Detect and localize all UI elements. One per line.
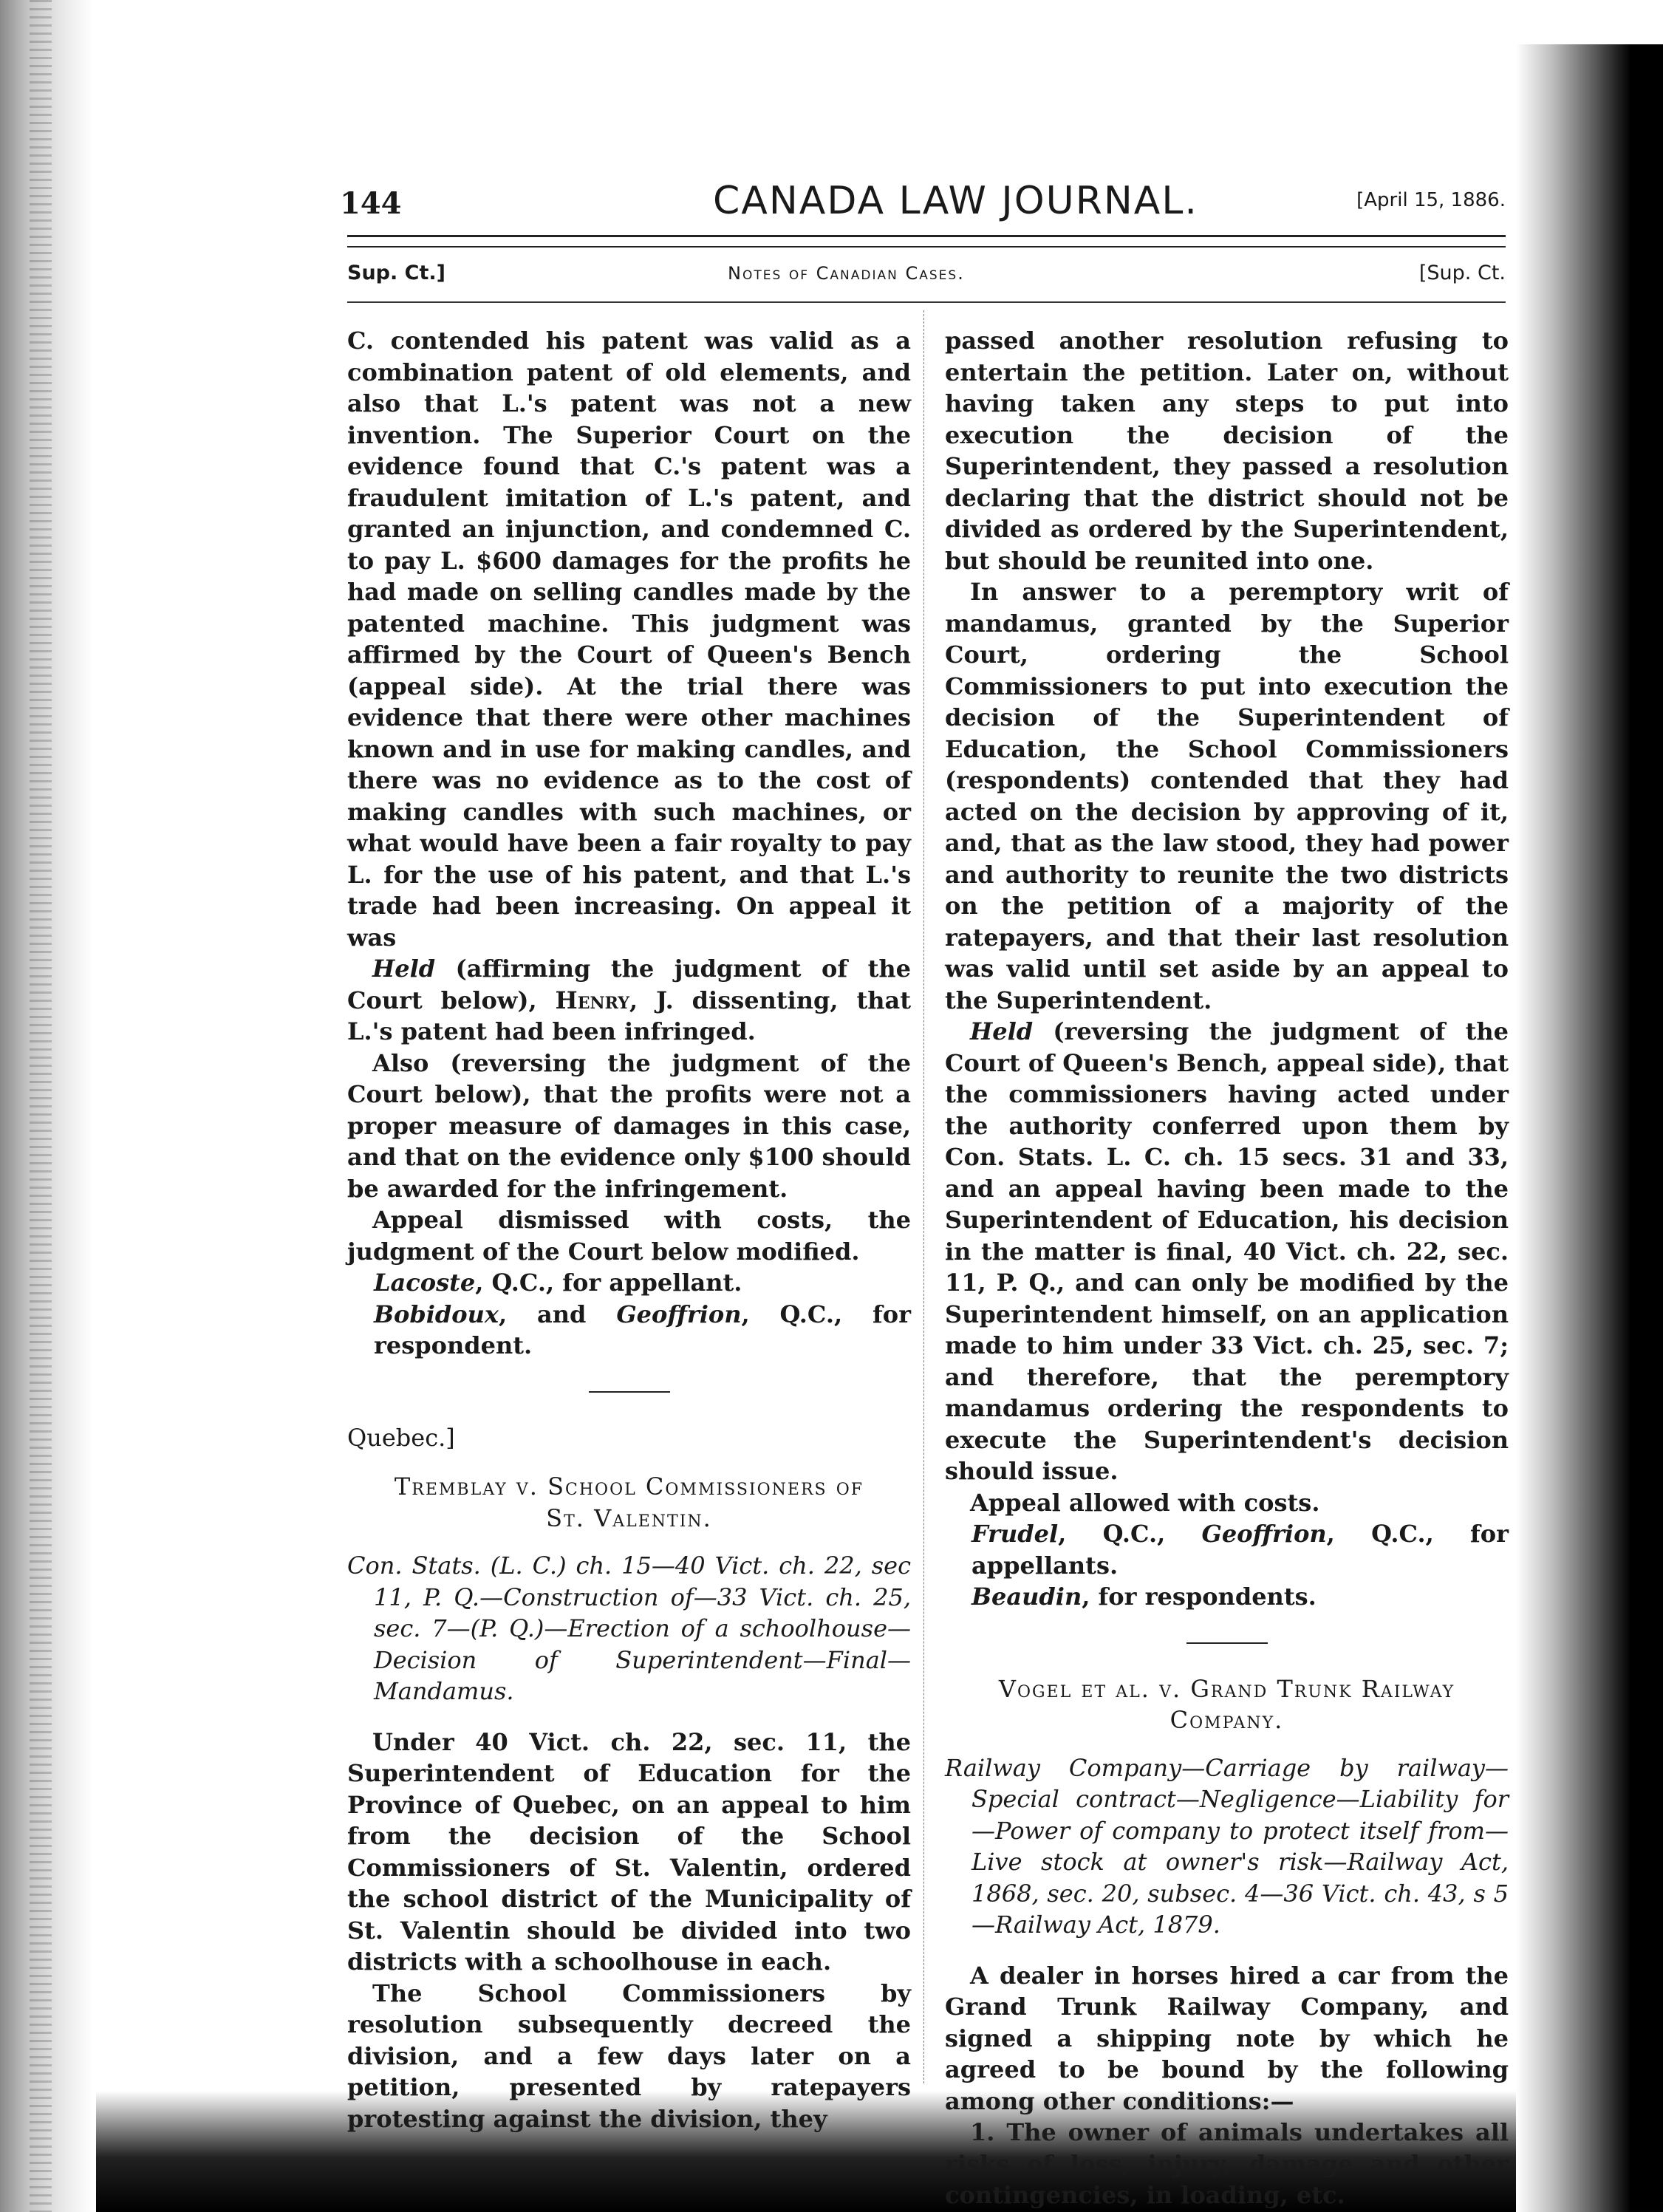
column-divider bbox=[923, 310, 924, 2083]
case-headnote: Railway Company—Carriage by railway—Special contract—Negligence—Liability for—Power of company to protect itself from—Live stock at owner's risk—Railway Act, 1868, sec. 20, subsec. 4—36 Vict. ch. 43, s 5—Railway Act, 1879. bbox=[945, 1753, 1509, 1939]
holding-paragraph bbox=[945, 1016, 1509, 1487]
holding-text: , J. dissenting, that L.'s patent had been infringed. bbox=[347, 986, 911, 1045]
paragraph: 1. The owner of animals undertakes all risks of loss, injury, damage and other contingencies, in loading, etc. bbox=[945, 2118, 1509, 2209]
case-title-line: St. Valentin. bbox=[546, 1503, 712, 1532]
counsel-name: Bobidoux bbox=[374, 1300, 499, 1328]
case-title-line: Company. bbox=[1169, 1706, 1284, 1734]
scan-left-edge-shadow bbox=[0, 0, 92, 2212]
journal-title: CANADA LAW JOURNAL. bbox=[713, 179, 1198, 223]
held-label: Held bbox=[970, 1017, 1034, 1045]
paragraph: Under 40 Vict. ch. 22, sec. 11, the Superintendent of Education for the Province of Quebec, on an appeal to him from the decision of the School Commissioners of St. Valentin, ordered the school district of the Municipality of St. Valentin should be divided into two districts with a schoolhouse in each. bbox=[347, 1727, 911, 1976]
disposition: Appeal allowed with costs. bbox=[970, 1488, 1320, 1517]
holding-text: (reversing the judgment of the Court of Queen's Bench, appeal side), that the commissioners having acted under the authority conferred upon them by Con. Stats. L. C. ch. 15 secs. 31 and 33, and an appeal having been made to the Superintendent of Education, his decision in the matter is final, 40 Vict. ch. 22, sec. 11, P. Q., and can only be modified by the Superintendent himself, on an application made to him under 33 Vict. ch. 25, sec. 7; and therefore, that the peremptory mandamus ordering the respondents to execute the Superintendent's decision should issue. bbox=[945, 1017, 1509, 1485]
paragraph: The School Commissioners by resolution subsequently decreed the division, and a few days later on a petition, presented by ratepayers protesting against the division, they bbox=[347, 1979, 911, 2133]
counsel-name: Lacoste bbox=[374, 1269, 476, 1297]
counsel-line bbox=[945, 1581, 1509, 1613]
issue-date: [April 15, 1886. bbox=[1356, 189, 1506, 211]
counsel-name: Beaudin bbox=[971, 1583, 1082, 1611]
counsel-separator: , Q.C., bbox=[1058, 1520, 1202, 1548]
counsel-line bbox=[945, 1518, 1509, 1581]
counsel-role: , Q.C., for appellants. bbox=[971, 1520, 1509, 1580]
paragraph: C. contended his patent was valid as a combination patent of old elements, and also that L.'s patent was not a new invention. The Superior Court on the evidence found that C.'s patent was a fraudulent imitation of L.'s patent, and granted an injunction, and condemned C. to pay L. $600 damages for the profits he had made on selling candles made by the patented machine. This judgment was affirmed by the Court of Queen's Bench (appeal side). At the trial there was evidence that there were other machines known and in use for making candles, and there was no evidence as to the cost of making candles with such machines, or what would have been a fair royalty to pay L. for the use of his patent, and that L.'s trade had been increasing. On appeal it was bbox=[347, 327, 911, 952]
held-label: Held bbox=[372, 955, 436, 983]
case-title-line: Vogel et al. v. Grand Trunk Railway bbox=[998, 1674, 1455, 1703]
counsel-name: Frudel bbox=[971, 1520, 1059, 1548]
paragraph: passed another resolution refusing to entertain the petition. Later on, without having taken any steps to put into execution the decision of the Superintendent, they passed a resolution declaring that the district should not be divided as ordered by the Superintendent, but should be reunited into one. bbox=[945, 327, 1509, 575]
paragraph: A dealer in horses hired a car from the Grand Trunk Railway Company, and signed a shipping note by which he agreed to be bound by the following among other conditions:— bbox=[945, 1961, 1509, 2115]
case-separator-rule bbox=[1186, 1642, 1268, 1644]
section-title: Notes of Canadian Cases. bbox=[728, 263, 965, 284]
header-double-rule bbox=[347, 235, 1506, 248]
court-label-right: [Sup. Ct. bbox=[1418, 262, 1506, 284]
counsel-name: Geoffrion bbox=[616, 1300, 742, 1328]
court-label-left: Sup. Ct.] bbox=[347, 262, 445, 284]
disposition: Appeal dismissed with costs, the judgment of the Court below modified. bbox=[347, 1206, 911, 1266]
left-column bbox=[347, 325, 911, 2134]
counsel-separator: , and bbox=[498, 1300, 617, 1328]
case-separator-rule bbox=[589, 1391, 670, 1393]
paragraph: Also (reversing the judgment of the Court below), that the profits were not a proper measure of damages in this case, and that on the evidence only $100 should be awarded for the infringement. bbox=[347, 1048, 911, 1203]
case-title-line: Tremblay v. School Commissioners of bbox=[394, 1472, 864, 1501]
counsel-role: , Q.C., for appellant. bbox=[475, 1269, 742, 1297]
judge-name: Henry bbox=[555, 986, 629, 1014]
counsel-role: , for respondents. bbox=[1082, 1583, 1317, 1611]
case-headnote: Con. Stats. (L. C.) ch. 15—40 Vict. ch. 22, sec 11, P. Q.—Construction of—33 Vict. ch. 25, sec. 7—(P. Q.)—Erection of a schoolhouse—Decision of Superintendent—Final—Mandamus. bbox=[347, 1552, 911, 1705]
court-label: Quebec.] bbox=[347, 1423, 455, 1452]
counsel-role: , Q.C., for respondent. bbox=[374, 1300, 911, 1359]
paragraph: In answer to a peremptory writ of mandamus, granted by the Superior Court, ordering the School Commissioners to put into execution the decision of the Superintendent of Education, the School Commissioners (respondents) contended that they had acted on the decision by approving of it, and, that as the law stood, they had power and authority to reunite the two districts on the petition of a majority of the ratepayers, and that their last resolution was valid until set aside by an appeal to the Superintendent. bbox=[945, 578, 1509, 1014]
counsel-line bbox=[347, 1267, 911, 1299]
running-header bbox=[340, 179, 1507, 231]
counsel-name: Geoffrion bbox=[1201, 1520, 1327, 1548]
section-rule bbox=[347, 301, 1506, 303]
holding-text: (affirming the judgment of the Court below), bbox=[347, 955, 911, 1014]
counsel-line bbox=[347, 1299, 911, 1362]
scan-right-edge-shadow bbox=[1516, 44, 1663, 2212]
holding-paragraph bbox=[347, 953, 911, 1048]
right-column bbox=[945, 325, 1509, 2211]
page-number: 144 bbox=[340, 186, 402, 221]
section-header bbox=[347, 256, 1506, 293]
